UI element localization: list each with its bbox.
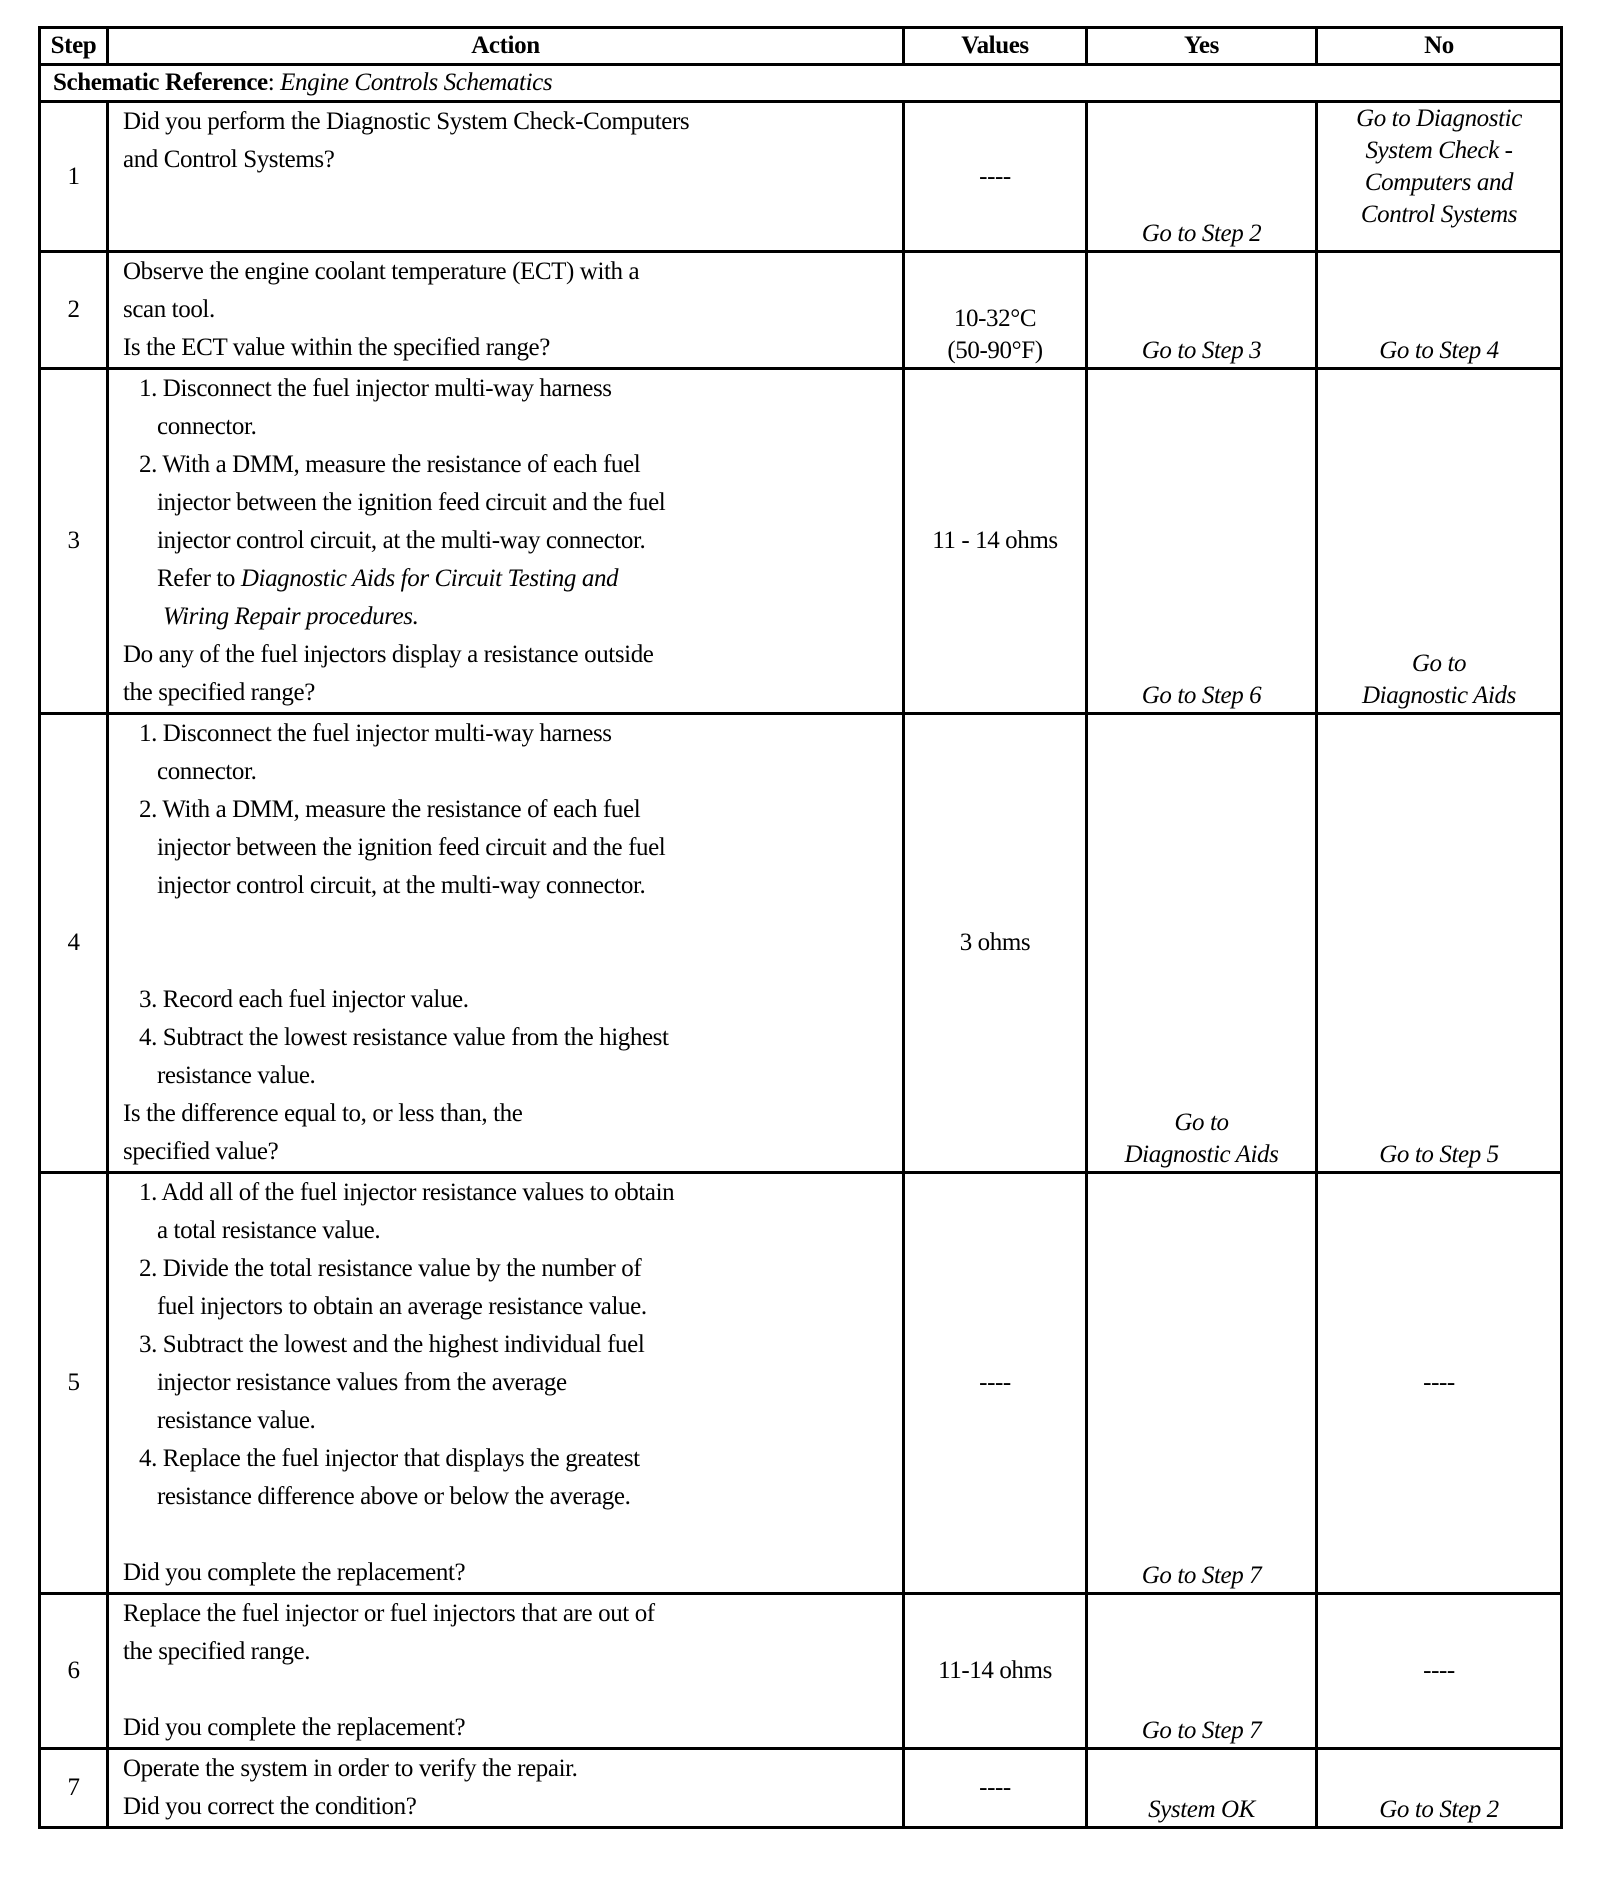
action-text: 4. Replace the fuel injector that displays the greatest bbox=[139, 1445, 640, 1472]
header-action: Action bbox=[108, 28, 904, 65]
header-no: No bbox=[1317, 28, 1562, 65]
action-line bbox=[123, 522, 896, 560]
action-text: 3. Record each fuel injector value. bbox=[139, 986, 469, 1013]
step-number: 2 bbox=[40, 252, 108, 369]
action-line bbox=[123, 674, 896, 712]
table-row bbox=[40, 714, 1562, 1173]
action-text: 3. Subtract the lowest and the highest individual fuel bbox=[139, 1331, 645, 1358]
no-action-link[interactable]: Go to Step 4 bbox=[1379, 337, 1499, 364]
action-line bbox=[123, 1019, 896, 1057]
values-cell bbox=[904, 369, 1087, 714]
action-line bbox=[123, 329, 896, 367]
action-text: injector control circuit, at the multi-way connector. bbox=[157, 527, 646, 554]
action-text: 2. Divide the total resistance value by the number of bbox=[139, 1255, 642, 1282]
action-text: the specified range. bbox=[123, 1638, 311, 1665]
step-number: 5 bbox=[40, 1173, 108, 1594]
action-line bbox=[123, 1554, 896, 1592]
action-cell bbox=[108, 1173, 904, 1594]
action-line bbox=[123, 1595, 896, 1633]
action-text: resistance value. bbox=[157, 1062, 316, 1089]
no-action-link[interactable]: Go to bbox=[1411, 650, 1467, 677]
values-cell bbox=[904, 1594, 1087, 1749]
action-text: 2. With a DMM, measure the resistance of each fuel bbox=[139, 796, 641, 823]
no-action-link[interactable]: Computers and bbox=[1364, 169, 1514, 196]
table-row bbox=[40, 1749, 1562, 1828]
action-line bbox=[123, 598, 896, 636]
value-text: 11-14 ohms bbox=[938, 1657, 1052, 1684]
step-number: 1 bbox=[40, 102, 108, 252]
action-text: 2. With a DMM, measure the resistance of each fuel bbox=[139, 451, 641, 478]
action-line bbox=[123, 446, 896, 484]
values-cell bbox=[904, 102, 1087, 252]
action-line bbox=[123, 715, 896, 753]
no-action-link[interactable]: Go to Step 2 bbox=[1379, 1796, 1499, 1823]
action-line bbox=[123, 753, 896, 791]
schematic-label: Schematic Reference bbox=[53, 69, 268, 96]
action-text: connector. bbox=[157, 758, 257, 785]
yes-action-link[interactable]: System OK bbox=[1148, 1796, 1255, 1823]
action-line bbox=[123, 1212, 896, 1250]
no-action-link[interactable]: Go to Diagnostic bbox=[1356, 105, 1522, 132]
table-row bbox=[40, 252, 1562, 369]
header-row bbox=[40, 28, 1562, 65]
values-cell bbox=[904, 1173, 1087, 1594]
value-text: ---- bbox=[979, 1774, 1011, 1801]
action-line bbox=[123, 1709, 896, 1747]
values-cell bbox=[904, 1749, 1087, 1828]
action-text: 4. Subtract the lowest resistance value from the highest bbox=[139, 1024, 669, 1051]
header-yes: Yes bbox=[1087, 28, 1317, 65]
action-text: a total resistance value. bbox=[157, 1217, 381, 1244]
action-cell bbox=[108, 1749, 904, 1828]
yes-cell bbox=[1087, 252, 1317, 369]
action-line bbox=[123, 103, 896, 141]
action-cell bbox=[108, 102, 904, 252]
action-line bbox=[123, 1057, 896, 1095]
action-line bbox=[123, 291, 896, 329]
action-line bbox=[123, 253, 896, 291]
no-cell bbox=[1317, 1173, 1562, 1594]
action-line bbox=[123, 1133, 896, 1171]
action-line bbox=[123, 1174, 896, 1212]
action-text: Did you correct the condition? bbox=[123, 1793, 417, 1820]
action-text: specified value? bbox=[123, 1138, 279, 1165]
action-text: Did you perform the Diagnostic System Check-Computers bbox=[123, 108, 690, 135]
action-text: 1. Add all of the fuel injector resistance values to obtain bbox=[139, 1179, 675, 1206]
yes-cell bbox=[1087, 102, 1317, 252]
value-text: ---- bbox=[979, 1369, 1011, 1396]
action-line bbox=[123, 484, 896, 522]
action-line bbox=[123, 141, 896, 179]
action-line bbox=[123, 560, 896, 598]
action-line bbox=[123, 1364, 896, 1402]
action-text: 1. Disconnect the fuel injector multi-way harness bbox=[139, 720, 612, 747]
action-text: the specified range? bbox=[123, 679, 315, 706]
action-line bbox=[123, 981, 896, 1019]
yes-cell bbox=[1087, 1594, 1317, 1749]
action-text: 1. Disconnect the fuel injector multi-way harness bbox=[139, 375, 612, 402]
no-action-link: ---- bbox=[1423, 1657, 1455, 1684]
action-text: Is the difference equal to, or less than, the bbox=[123, 1100, 523, 1127]
step-number: 3 bbox=[40, 369, 108, 714]
value-text: 3 ohms bbox=[959, 929, 1031, 956]
action-cell bbox=[108, 369, 904, 714]
action-line bbox=[123, 1788, 896, 1826]
action-text: Do any of the fuel injectors display a resistance outside bbox=[123, 641, 654, 668]
no-cell bbox=[1317, 1594, 1562, 1749]
action-line bbox=[123, 1750, 896, 1788]
step-number: 4 bbox=[40, 714, 108, 1173]
action-text: Observe the engine coolant temperature (ECT) with a bbox=[123, 258, 640, 285]
no-cell bbox=[1317, 369, 1562, 714]
action-text: Did you complete the replacement? bbox=[123, 1714, 466, 1741]
no-action-link: ---- bbox=[1423, 1369, 1455, 1396]
table-row bbox=[40, 369, 1562, 714]
action-text: injector between the ignition feed circuit and the fuel bbox=[157, 834, 666, 861]
value-text: 10-32°C bbox=[953, 305, 1037, 332]
yes-action-link[interactable]: Go to Step 6 bbox=[1141, 682, 1262, 709]
step-number: 7 bbox=[40, 1749, 108, 1828]
action-text: connector. bbox=[157, 413, 257, 440]
action-text: injector control circuit, at the multi-way connector. bbox=[157, 872, 646, 899]
action-line bbox=[123, 791, 896, 829]
yes-action-link[interactable]: Go to Step 7 bbox=[1141, 1717, 1262, 1744]
yes-action-link[interactable]: Go to Step 3 bbox=[1141, 337, 1262, 364]
action-line bbox=[123, 370, 896, 408]
yes-cell bbox=[1087, 1749, 1317, 1828]
action-line bbox=[123, 1326, 896, 1364]
table-row bbox=[40, 1173, 1562, 1594]
schematic-reference-row bbox=[40, 65, 1562, 102]
action-text: and Control Systems? bbox=[123, 146, 335, 173]
values-cell bbox=[904, 714, 1087, 1173]
yes-action-link[interactable]: Go to Step 7 bbox=[1141, 1562, 1262, 1589]
no-action-link[interactable]: System Check - bbox=[1365, 137, 1513, 164]
action-cell bbox=[108, 1594, 904, 1749]
reference-text: Wiring Repair procedures. bbox=[163, 603, 419, 630]
action-line bbox=[123, 408, 896, 446]
yes-cell bbox=[1087, 1173, 1317, 1594]
blank-line bbox=[123, 905, 896, 943]
action-line bbox=[123, 1478, 896, 1516]
no-action-link[interactable]: Control Systems bbox=[1360, 201, 1518, 228]
action-text: Did you complete the replacement? bbox=[123, 1559, 466, 1586]
yes-action-link[interactable]: Diagnostic Aids bbox=[1124, 1141, 1279, 1168]
action-text: Refer to bbox=[157, 565, 241, 592]
action-line bbox=[123, 1402, 896, 1440]
action-line bbox=[123, 1288, 896, 1326]
diagnostic-table bbox=[38, 26, 1563, 1829]
no-cell bbox=[1317, 252, 1562, 369]
action-line bbox=[123, 1250, 896, 1288]
reference-text: Diagnostic Aids for Circuit Testing and bbox=[240, 565, 619, 592]
values-cell bbox=[904, 252, 1087, 369]
yes-action-link[interactable]: Go to bbox=[1174, 1109, 1229, 1136]
step-number: 6 bbox=[40, 1594, 108, 1749]
no-action-link[interactable]: Diagnostic Aids bbox=[1362, 682, 1516, 709]
table-row bbox=[40, 102, 1562, 252]
action-text: scan tool. bbox=[123, 296, 215, 323]
action-text: resistance value. bbox=[157, 1407, 316, 1434]
no-cell bbox=[1317, 1749, 1562, 1828]
action-text: Is the ECT value within the specified range? bbox=[123, 334, 550, 361]
schematic-reference-link[interactable]: Engine Controls Schematics bbox=[280, 69, 553, 96]
yes-action-link[interactable]: Go to Step 2 bbox=[1141, 220, 1262, 247]
value-text: 11 - 14 ohms bbox=[932, 527, 1058, 554]
no-cell bbox=[1317, 102, 1562, 252]
no-action-link[interactable]: Go to Step 5 bbox=[1379, 1141, 1499, 1168]
value-text: ---- bbox=[979, 162, 1011, 190]
yes-cell bbox=[1087, 714, 1317, 1173]
action-text: resistance difference above or below the average. bbox=[157, 1483, 631, 1510]
blank-line bbox=[123, 943, 896, 981]
schematic-sep: : bbox=[267, 69, 281, 96]
action-cell bbox=[108, 252, 904, 369]
action-line bbox=[123, 636, 896, 674]
blank-line bbox=[123, 1671, 896, 1709]
action-line bbox=[123, 867, 896, 905]
header-values: Values bbox=[904, 28, 1087, 65]
action-line bbox=[123, 1095, 896, 1133]
header-step: Step bbox=[40, 28, 108, 65]
value-text: (50-90°F) bbox=[947, 337, 1043, 364]
action-text: Operate the system in order to verify the repair. bbox=[123, 1755, 578, 1782]
action-text: Replace the fuel injector or fuel injectors that are out of bbox=[123, 1600, 655, 1627]
action-line bbox=[123, 1440, 896, 1478]
action-line bbox=[123, 829, 896, 867]
blank-line bbox=[123, 1516, 896, 1554]
action-text: fuel injectors to obtain an average resistance value. bbox=[157, 1293, 647, 1320]
action-text: injector between the ignition feed circuit and the fuel bbox=[157, 489, 666, 516]
no-cell bbox=[1317, 714, 1562, 1173]
table-row bbox=[40, 1594, 1562, 1749]
action-cell bbox=[108, 714, 904, 1173]
action-line bbox=[123, 1633, 896, 1671]
yes-cell bbox=[1087, 369, 1317, 714]
action-text: injector resistance values from the average bbox=[157, 1369, 567, 1396]
